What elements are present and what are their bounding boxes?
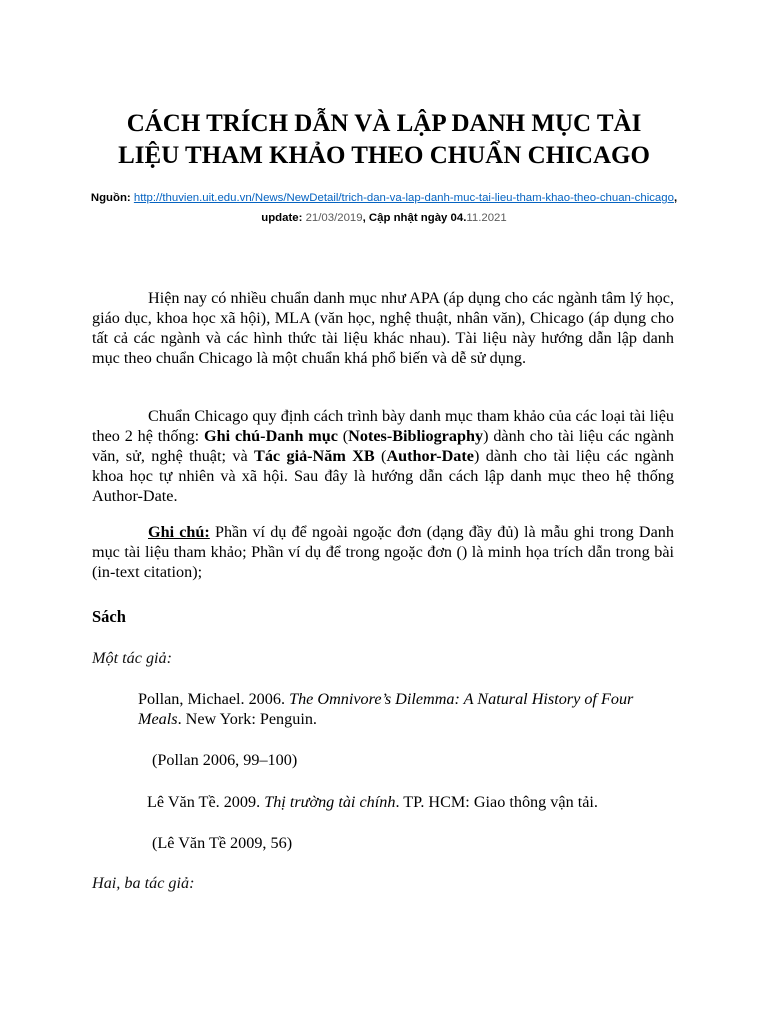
para2-author-date-en: Author-Date: [386, 447, 474, 465]
note-label: Ghi chú:: [148, 523, 210, 541]
subheading-multi-author: Hai, ba tác giả:: [92, 874, 195, 892]
note-text: Phần ví dụ để ngoài ngoặc đơn (dạng đầy đủ) là mẫu ghi trong Danh mục tài liệu tham khảo; Phần ví dụ để trong ngoặc đơn () là minh họa trích dẫn trong bài (in-text citation);: [92, 523, 674, 581]
update-label: , update:: [261, 192, 678, 224]
para2-text-1: Chuẩn Chicago quy định cách trình bày danh mục tham khảo của các loại tài liệu theo 2 hệ thống:: [92, 407, 674, 445]
source-link[interactable]: http://thuvien.uit.edu.vn/News/NewDetail/trich-dan-va-lap-danh-muc-tai-lieu-tham-khao-theo-chuan-chicago: [133, 192, 674, 204]
para2-text-2: (: [337, 427, 349, 445]
updated-label: , Cập nhật ngày 04.: [362, 212, 467, 224]
section-heading-books: Sách: [92, 607, 126, 626]
entry3-publisher: . TP. HCM: Giao thông vận tải.: [395, 793, 598, 811]
source-label: Nguồn:: [90, 192, 134, 204]
entry3-title: Thị trường tài chính: [264, 793, 396, 811]
para2-text-5: ) dành cho tài liệu các ngành khoa học tự nhiên và xã hội. Sau đây là hướng dẫn cách lập danh mục theo hệ thống Author-Date.: [92, 447, 675, 505]
para2-notes-bib-vn: Ghi chú-Danh mục: [204, 427, 338, 445]
paragraph-intro: Hiện nay có nhiều chuẩn danh mục như APA (áp dụng cho các ngành tâm lý học, giáo dục, khoa học xã hội), MLA (văn học, nghệ thuật, nhân văn), Chicago (áp dụng cho tất cả các ngành và các hình thức tài liệu khác nhau). Tài liệu này hướng dẫn lập danh mục theo chuẩn Chicago là một chuẩn khá phổ biến và dễ sử dụng.: [92, 289, 674, 367]
title-line-2: LIỆU THAM KHẢO THEO CHUẨN CHICAGO: [118, 142, 650, 169]
entry1-publisher: . New York: Penguin.: [177, 710, 317, 728]
entry1-author-year: Pollan, Michael. 2006.: [138, 690, 290, 708]
entry3-author-year: Lê Văn Tề. 2009.: [147, 793, 265, 811]
updated-date-tail: 11.2021: [466, 212, 507, 224]
para2-notes-bib-en: Notes-Bibliography: [348, 427, 484, 445]
para2-text-3: ) dành cho tài liệu các ngành văn, sử, nghệ thuật; và: [92, 427, 675, 465]
bibliography-entry-le-van-te: [147, 792, 598, 812]
subheading-one-author: Một tác giả:: [92, 649, 173, 667]
update-date: 21/03/2019: [305, 212, 363, 224]
source-citation: [70, 188, 698, 228]
paragraph-note: [92, 522, 674, 582]
in-text-citation-le-van-te: (Lê Văn Tề 2009, 56): [152, 834, 293, 852]
para2-author-date-vn: Tác giả-Năm XB: [254, 447, 375, 465]
paragraph-systems: [92, 406, 674, 506]
in-text-citation-pollan: (Pollan 2006, 99–100): [152, 751, 298, 769]
bibliography-entry-pollan: [138, 689, 678, 729]
document-title: [60, 108, 708, 172]
entry1-title: The Omnivore’s Dilemma: A Natural History of Four Meals: [138, 690, 634, 728]
title-line-1: CÁCH TRÍCH DẪN VÀ LẬP DANH MỤC TÀI: [126, 110, 642, 137]
para2-text-4: (: [374, 447, 387, 465]
